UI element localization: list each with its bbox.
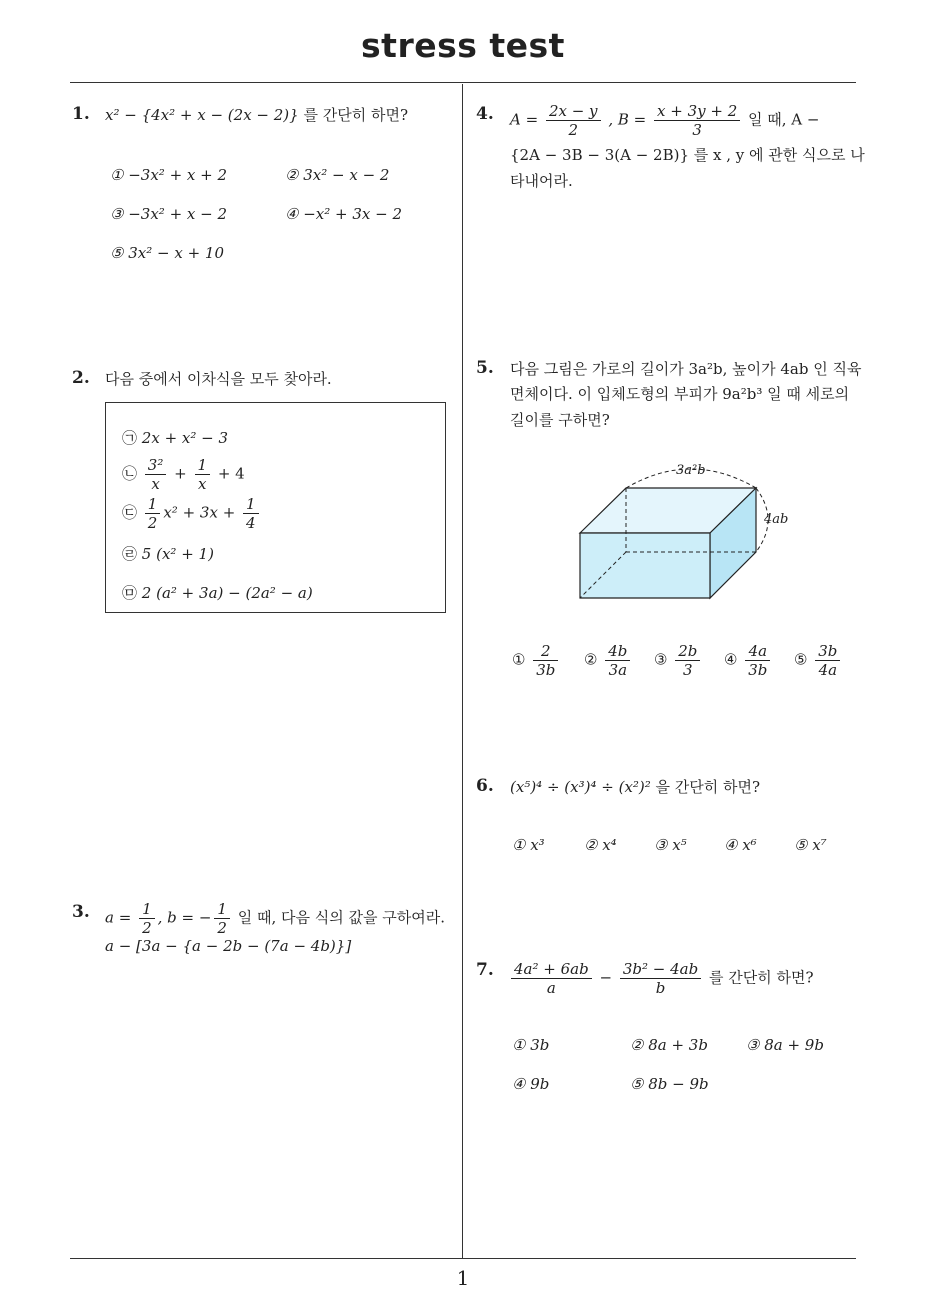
q6-choice-4[interactable]: ④ x⁶ xyxy=(724,836,757,854)
q5-choice-3[interactable] xyxy=(654,642,703,679)
q5-line3: 길이를 구하면? xyxy=(510,411,610,429)
q3-stem-suffix: 일 때, 다음 식의 값을 구하여라. xyxy=(232,908,445,927)
q6-number: 6. xyxy=(476,776,494,796)
q2-item-e-label: ㉤ xyxy=(122,584,138,602)
q2-item-c-label: ㉢ xyxy=(122,503,138,522)
q2-item-c-num1: 1 xyxy=(145,495,161,514)
q3-b-num: 1 xyxy=(214,900,230,919)
q5-line1: 다음 그림은 가로의 길이가 3a²b, 높이가 4ab 인 직육 xyxy=(510,360,862,378)
footer-rule xyxy=(70,1258,856,1259)
q4-a-den: 2 xyxy=(568,121,579,139)
q3-expression: a − [3a − {a − 2b − (7a − 4b)}] xyxy=(105,937,352,955)
q5-choice-5-mark: ⑤ xyxy=(794,650,808,669)
q5-choice-2-mark: ② xyxy=(584,650,598,669)
q6-choice-3[interactable]: ③ x⁵ xyxy=(654,836,687,854)
q1-choice-2[interactable]: ② 3x² − x − 2 xyxy=(285,166,390,184)
q5-choice-4[interactable] xyxy=(724,642,773,679)
q7-choice-1[interactable]: ① 3b xyxy=(512,1036,550,1054)
page-number: 1 xyxy=(456,1266,470,1290)
q1-stem-suffix: 를 간단히 하면? xyxy=(298,106,409,124)
q4-b-den: 3 xyxy=(692,121,702,139)
q4-number: 4. xyxy=(476,104,494,124)
q5-number: 5. xyxy=(476,358,494,378)
q6-stem-suffix: 을 간단히 하면? xyxy=(650,778,761,796)
q3-number: 3. xyxy=(72,902,90,922)
q5-choice-5-num: 3b xyxy=(815,642,840,661)
q6-choice-1[interactable]: ① x³ xyxy=(512,836,545,854)
q5-choice-3-mark: ③ xyxy=(654,650,668,669)
q4-a-num: 2x − y xyxy=(546,102,601,121)
q2-number: 2. xyxy=(72,368,90,388)
q5-choice-1-den: 3b xyxy=(536,661,556,679)
q7-frac1-num: 4a² + 6ab xyxy=(511,960,592,979)
column-divider xyxy=(462,84,463,1258)
q2-item-b-num1: 3² xyxy=(145,456,167,475)
q5-choice-4-num: 4a xyxy=(745,642,770,661)
q1-choice-4[interactable]: ④ −x² + 3x − 2 xyxy=(285,205,403,223)
q7-frac1-den: a xyxy=(546,979,556,997)
q2-item-e xyxy=(122,580,313,606)
q5-cuboid-figure xyxy=(570,455,810,615)
q2-item-d-label: ㉣ xyxy=(122,545,138,563)
q2-item-b-den2: x xyxy=(198,475,207,493)
q2-item-a xyxy=(122,425,228,451)
q7-number: 7. xyxy=(476,960,494,980)
q4-line1-tail: 일 때, A − xyxy=(743,110,820,129)
header-rule xyxy=(70,82,856,83)
q2-item-a-expr: 2x + x² − 3 xyxy=(141,429,229,447)
q5-choice-1-mark: ① xyxy=(512,650,526,669)
q4-line2: {2A − 3B − 3(A − 2B)} 를 x , y 에 관한 식으로 나 xyxy=(510,146,865,164)
q7-choice-2[interactable]: ② 8a + 3b xyxy=(630,1036,708,1054)
q7-frac2-den: b xyxy=(655,979,666,997)
q1-number: 1. xyxy=(72,104,90,124)
q6-choice-5[interactable]: ⑤ x⁷ xyxy=(794,836,827,854)
q7-minus: − xyxy=(599,968,613,987)
q5-line2: 면체이다. 이 입체도형의 부피가 9a²b³ 일 때 세로의 xyxy=(510,385,850,403)
q2-item-e-expr: 2 (a² + 3a) − (2a² − a) xyxy=(141,584,313,602)
q3-a-den: 2 xyxy=(142,919,152,937)
q2-item-b-mid: + xyxy=(174,464,187,483)
q2-item-c-den1: 2 xyxy=(147,514,158,532)
q6-stem xyxy=(510,774,760,800)
q5-choice-3-den: 3 xyxy=(683,661,693,679)
q7-frac2-num: 3b² − 4ab xyxy=(620,960,701,979)
width-label: 3a²b xyxy=(676,463,706,478)
q2-item-c-num2: 1 xyxy=(243,495,259,514)
q3-b-den: 2 xyxy=(217,919,227,937)
q5-choice-2-num: 4b xyxy=(605,642,630,661)
q2-item-b-den1: x xyxy=(151,475,160,493)
q5-choice-5[interactable] xyxy=(794,642,843,679)
q3-a-eq: a = xyxy=(105,908,132,927)
q7-choice-3[interactable]: ③ 8a + 9b xyxy=(746,1036,824,1054)
q5-choice-4-mark: ④ xyxy=(724,650,738,669)
height-label: 4ab xyxy=(764,512,789,527)
q7-stem-suffix: 를 간단히 하면? xyxy=(704,968,814,987)
q4-b-lhs: , B = xyxy=(608,110,647,129)
q7-stem xyxy=(508,960,814,997)
q2-item-b-label: ㉡ xyxy=(122,464,138,483)
q6-stem-expr: (x⁵)⁴ ÷ (x³)⁴ ÷ (x²)² xyxy=(510,778,651,796)
q5-choice-3-num: 2b xyxy=(675,642,700,661)
q6-choice-2[interactable]: ② x⁴ xyxy=(584,836,617,854)
q5-choice-5-den: 4a xyxy=(818,661,838,679)
q7-choice-5[interactable]: ⑤ 8b − 9b xyxy=(630,1075,709,1093)
q2-item-d xyxy=(122,541,214,567)
q1-choice-5[interactable]: ⑤ 3x² − x + 10 xyxy=(110,244,224,262)
q5-choice-2-den: 3a xyxy=(608,661,628,679)
q2-item-c-den2: 4 xyxy=(246,514,256,532)
q2-item-c-mid: x² + 3x + xyxy=(163,503,236,522)
q5-choice-1-num: 2 xyxy=(533,642,558,661)
q2-item-b-num2: 1 xyxy=(195,456,211,475)
q2-item-c xyxy=(122,495,262,532)
q3-b-eq: , b = − xyxy=(157,908,212,927)
q2-item-a-label: ㉠ xyxy=(122,429,138,447)
q2-item-b xyxy=(122,456,245,493)
q4-line3: 타내어라. xyxy=(510,172,573,190)
q1-choice-1[interactable]: ① −3x² + x + 2 xyxy=(110,166,228,184)
q5-choice-2[interactable] xyxy=(584,642,633,679)
cuboid-front-face xyxy=(580,533,710,598)
q7-choice-4[interactable]: ④ 9b xyxy=(512,1075,550,1093)
page-title: stress test xyxy=(361,26,565,65)
q1-stem xyxy=(105,102,408,128)
q4-line1 xyxy=(510,102,819,139)
q4-a-lhs: A = xyxy=(510,110,539,129)
q3-a-num: 1 xyxy=(139,900,155,919)
q2-item-b-tail: + 4 xyxy=(217,464,245,483)
q4-b-num: x + 3y + 2 xyxy=(654,102,740,121)
q2-item-d-expr: 5 (x² + 1) xyxy=(141,545,214,563)
q5-choice-4-den: 3b xyxy=(748,661,768,679)
q3-stem xyxy=(105,900,445,937)
q5-choice-1[interactable] xyxy=(512,642,561,679)
q1-stem-expr: x² − {4x² + x − (2x − 2)} xyxy=(105,106,299,124)
q2-stem: 다음 중에서 이차식을 모두 찾아라. xyxy=(105,370,332,388)
q1-choice-3[interactable]: ③ −3x² + x − 2 xyxy=(110,205,228,223)
